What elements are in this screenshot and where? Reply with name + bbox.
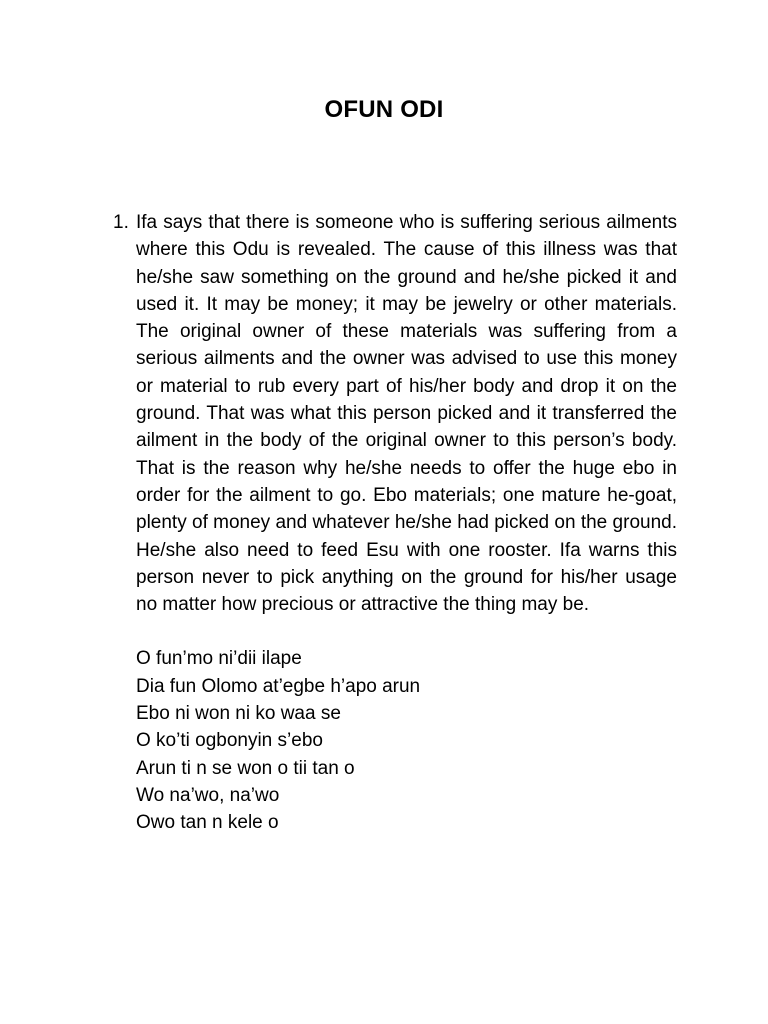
verse-line: O fun’mo ni’dii ilape <box>136 648 302 670</box>
numbered-list <box>113 209 677 837</box>
verse-line: O ko’ti ogbonyin s’ebo <box>136 730 323 752</box>
verse-line: Ebo ni won ni ko waa se <box>136 703 341 725</box>
verse-line: Arun ti n se won o tii tan o <box>136 757 355 779</box>
list-item-number: 1. <box>113 212 129 233</box>
verse-line: Owo tan n kele o <box>136 812 279 834</box>
verse-line: Wo na’wo, na’wo <box>136 784 280 806</box>
verse-line: Dia fun Olomo at’egbe h’apo arun <box>136 675 421 697</box>
list-item-paragraph: Ifa says that there is someone who is suffering serious ailments where this Odu is revealed. The cause of this illness was that he/she saw something on the ground and he/she picked it and used it. It may be money; it may be jewelry or other materials. The original owner of these materials was suffering from a serious ailments and the owner was advised to use this money or material to rub every part of his/her body and drop it on the ground. That was what this person picked and it transferred the ailment in the body of the original owner to this person’s body. That is the reason why he/she needs to offer the huge ebo in order for the ailment to go. Ebo materials; one mature he-goat, plenty of money and whatever he/she had picked on the ground. He/she also need to feed Esu with one rooster. Ifa warns this person never to pick anything on the ground for his/her usage no matter how precious or attractive the thing may be. <box>136 212 677 616</box>
list-item <box>113 209 677 837</box>
document-title: OFUN ODI <box>324 96 444 123</box>
verse-block <box>136 645 677 836</box>
